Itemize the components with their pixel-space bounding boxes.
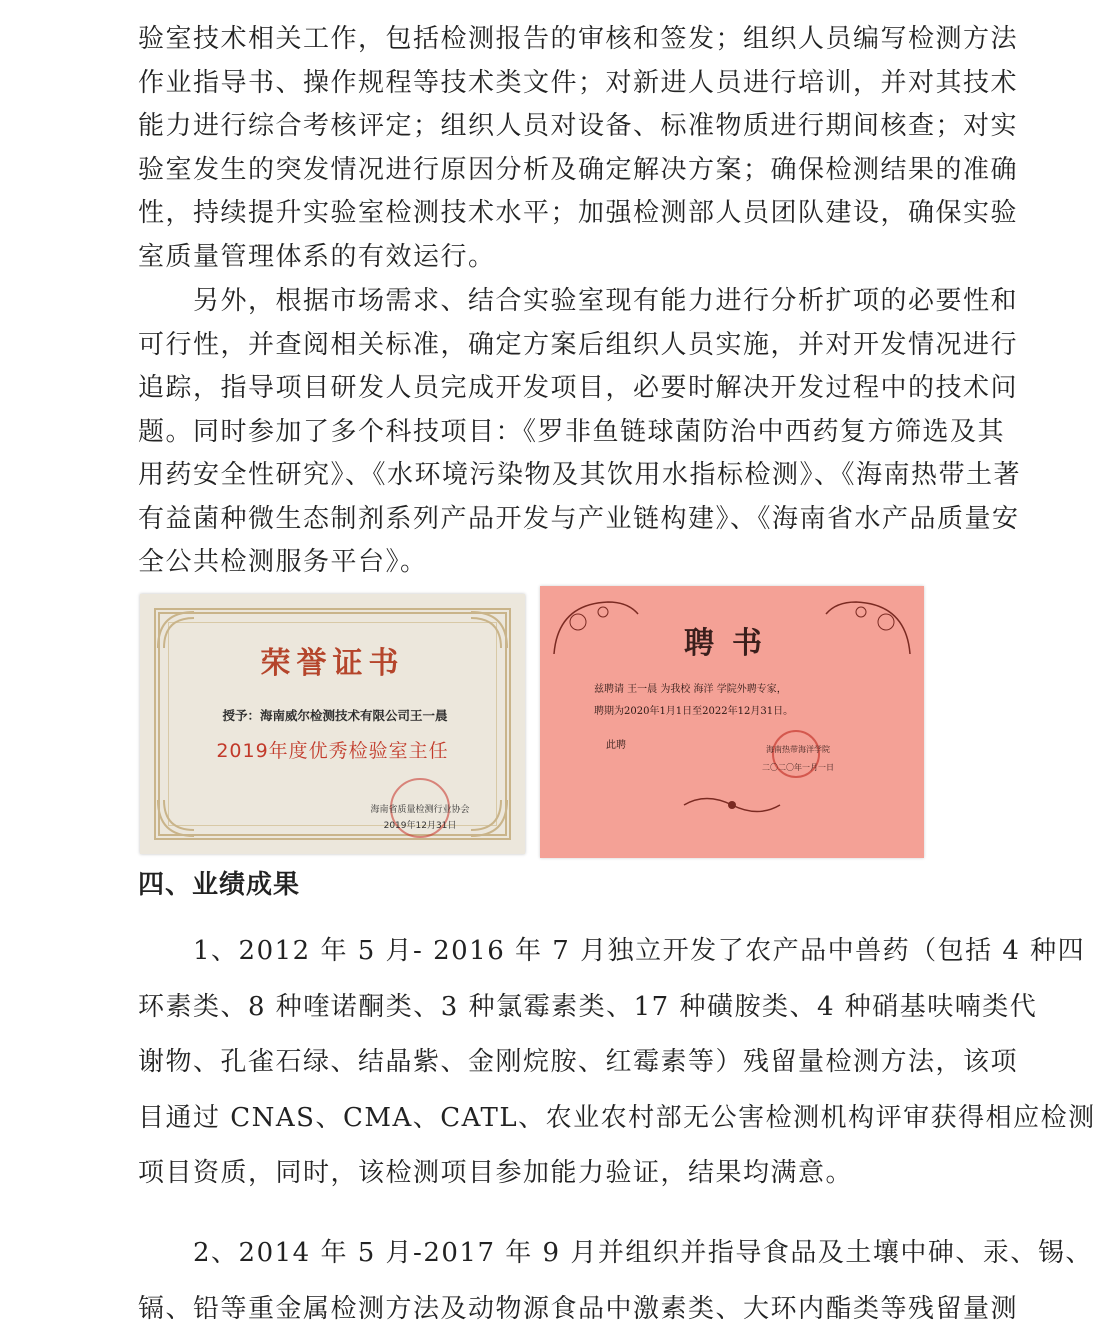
text-line: 验室发生的突发情况进行原因分析及确定解决方案；确保检测结果的准确: [138, 149, 944, 193]
text-line: 用药安全性研究》、《水环境污染物及其饮用水指标检测》、《海南热带土著: [138, 454, 944, 498]
text-line: 环素类、8 种喹诺酮类、3 种氯霉素类、17 种磺胺类、4 种硝基呋喃类代: [138, 980, 944, 1036]
text-line: 2、2014 年 5 月-2017 年 9 月并组织并指导食品及土壤中砷、汞、锡、: [138, 1226, 944, 1282]
text-line: 室质量管理体系的有效运行。: [138, 236, 944, 280]
text-line: 性，持续提升实验室检测技术水平；加强检测部人员团队建设，确保实验: [138, 192, 944, 236]
text-line: 1、2012 年 5 月- 2016 年 7 月独立开发了农产品中兽药（包括 4 种四: [138, 924, 944, 980]
bottom-ornament-icon: [680, 790, 784, 820]
certificate-award: 2019年度优秀检验室主任: [160, 736, 505, 763]
certificate-recipient: 授予：海南威尔检测技术有限公司王一晨: [170, 706, 500, 724]
honor-certificate-image: [140, 594, 525, 854]
certificate-issuer: 海南省质量检测行业协会: [340, 802, 500, 815]
text-line: 可行性，并查阅相关标准，确定方案后组织人员实施，并对开发情况进行: [138, 324, 944, 368]
appointment-text: 兹聘请 王一晨 为我校 海洋 学院外聘专家，: [594, 680, 978, 695]
paragraph-lab-duties: [138, 18, 944, 279]
appointment-letter-image: [540, 586, 924, 858]
certificate-title: 聘书: [540, 618, 924, 662]
text-line: 目通过 CNAS、CMA、CATL、农业农村部无公害检测机构评审获得相应检测: [138, 1091, 944, 1147]
certificate-issuer: 海南热带海洋学院: [766, 744, 830, 755]
text-line: 有益菌种微生态制剂系列产品开发与产业链构建》、《海南省水产品质量安: [138, 498, 944, 542]
text-line: 能力进行综合考核评定；组织人员对设备、标准物质进行期间核查；对实: [138, 105, 944, 149]
text-line: 另外，根据市场需求、结合实验室现有能力进行分析扩项的必要性和: [138, 280, 944, 324]
paragraph-achievement-2: [138, 1226, 944, 1337]
text-line: 追踪，指导项目研发人员完成开发项目，必要时解决开发过程中的技术问: [138, 367, 944, 411]
certificate-title: 荣誉证书: [140, 638, 525, 682]
text-line: 项目资质，同时，该检测项目参加能力验证，结果均满意。: [138, 1146, 944, 1202]
text-line: 作业指导书、操作规程等技术类文件；对新进人员进行培训，并对其技术: [138, 62, 944, 106]
text-line: 全公共检测服务平台》。: [138, 541, 944, 585]
text-line: 验室技术相关工作，包括检测报告的审核和签发；组织人员编写检测方法: [138, 18, 944, 62]
certificate-date: 二〇二〇年一月一日: [762, 762, 834, 773]
paragraph-projects: [138, 280, 944, 585]
text-line: 题。同时参加了多个科技项目：《罗非鱼链球菌防治中西药复方筛选及其: [138, 411, 944, 455]
appointment-term: 聘期为2020年1月1日至2022年12月31日。: [594, 702, 978, 717]
paragraph-achievement-1: [138, 924, 944, 1202]
section-heading: 四、业绩成果: [138, 864, 300, 901]
appointment-closing: 此聘: [606, 736, 990, 751]
corner-ornament-icon: [154, 780, 214, 840]
text-line: 谢物、孔雀石绿、结晶紫、金刚烷胺、红霉素等）残留量检测方法，该项: [138, 1035, 944, 1091]
text-line: 镉、铅等重金属检测方法及动物源食品中激素类、大环内酯类等残留量测: [138, 1282, 944, 1337]
certificate-date: 2019年12月31日: [340, 818, 500, 831]
